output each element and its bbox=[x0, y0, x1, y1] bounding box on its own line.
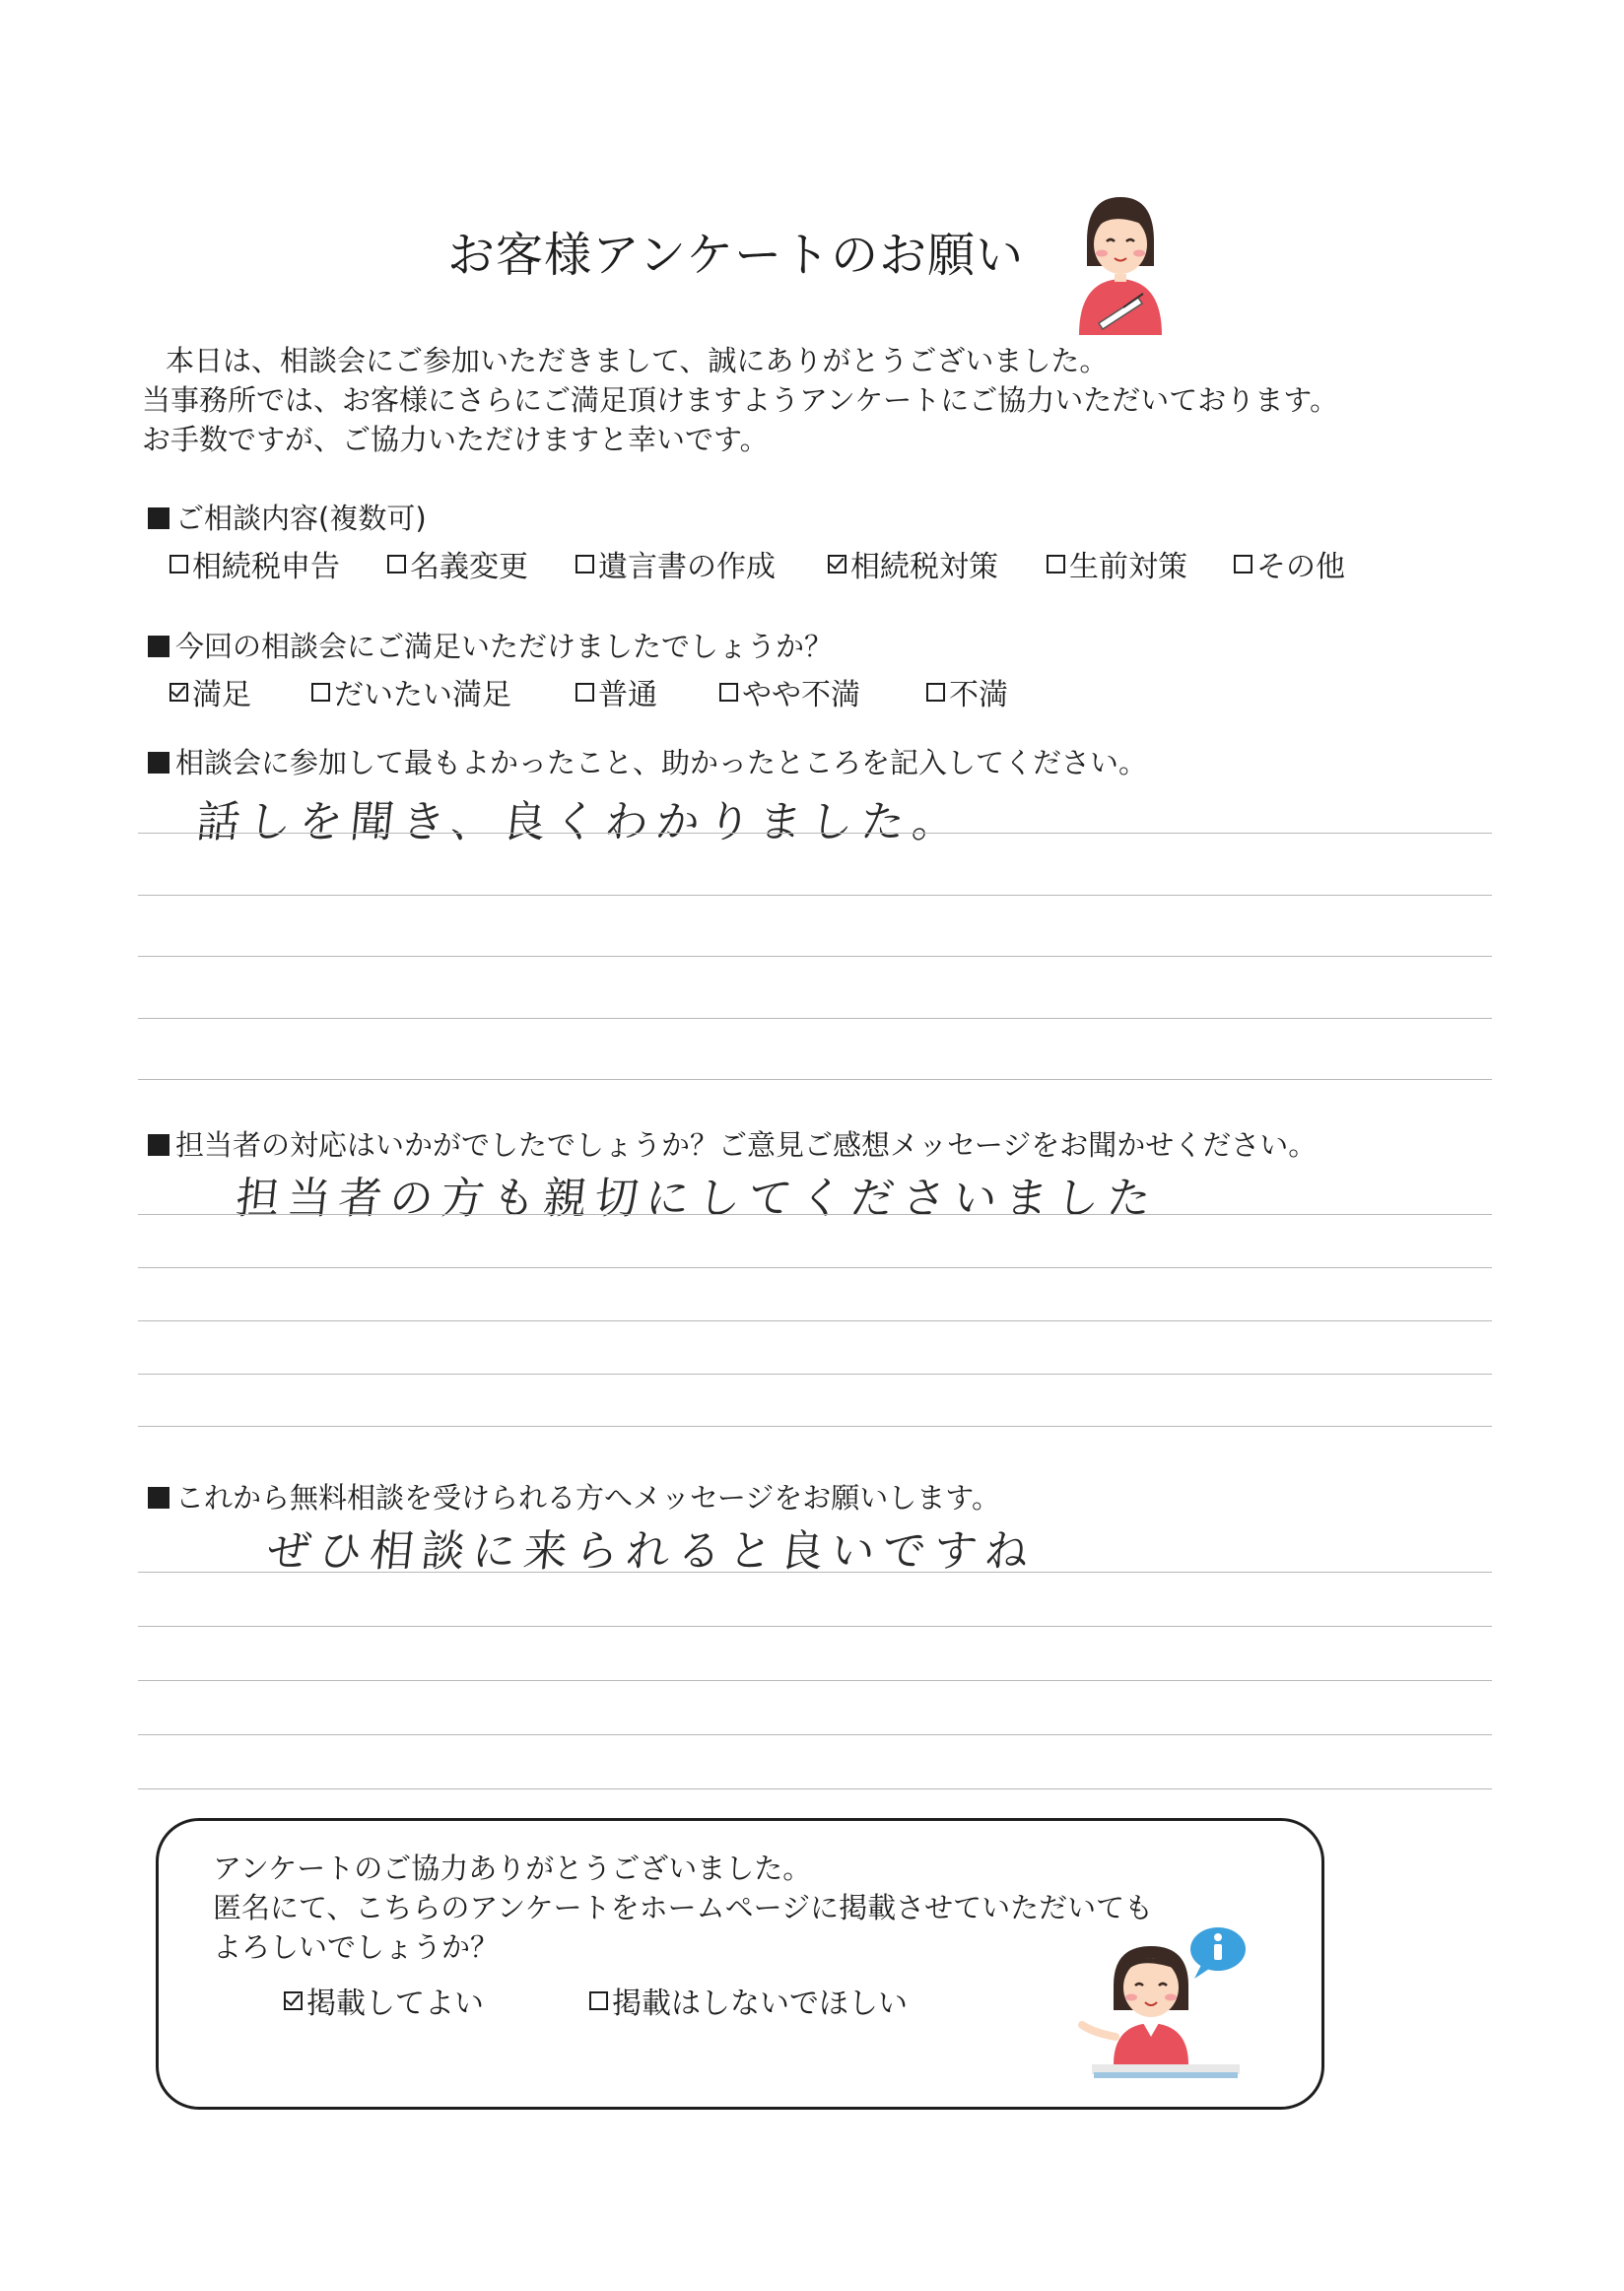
handwritten-answer-message: ぜひ相談に来られると良いですね bbox=[264, 1526, 1040, 1577]
option-other[interactable] bbox=[1234, 542, 1345, 585]
option-label: 普通 bbox=[598, 678, 657, 712]
answer-line bbox=[138, 1734, 1492, 1735]
checkbox[interactable] bbox=[169, 555, 188, 573]
square-bullet-icon bbox=[148, 507, 169, 529]
question-heading: 今回の相談会にご満足いただけましたでしょうか？ bbox=[175, 630, 834, 663]
answer-line bbox=[138, 833, 1492, 834]
answer-line bbox=[138, 1788, 1492, 1789]
answer-line bbox=[138, 1079, 1492, 1080]
answer-line bbox=[138, 895, 1492, 896]
checkbox[interactable] bbox=[589, 1991, 608, 2010]
page-title: お客様アンケートのお願い bbox=[447, 228, 1025, 283]
handwritten-answer-staff-response: 担当者の方も親切にしてくださいました bbox=[233, 1174, 1162, 1224]
answer-line bbox=[138, 1626, 1492, 1627]
option-mostly-satisfied[interactable] bbox=[311, 670, 511, 713]
answer-line bbox=[138, 956, 1492, 957]
option-label: やや不満 bbox=[742, 678, 860, 712]
checkbox-checked[interactable] bbox=[169, 683, 188, 702]
option-dissatisfied[interactable] bbox=[926, 670, 1008, 713]
option-satisfied[interactable] bbox=[169, 670, 251, 713]
square-bullet-icon bbox=[148, 752, 169, 774]
checkbox[interactable] bbox=[575, 683, 594, 702]
answer-line bbox=[138, 1572, 1492, 1573]
checkbox[interactable] bbox=[311, 683, 330, 702]
question-staff-response bbox=[148, 1123, 1317, 1164]
checkbox[interactable] bbox=[926, 683, 945, 702]
checkbox[interactable] bbox=[1047, 555, 1065, 573]
checkbox[interactable] bbox=[575, 555, 594, 573]
option-label: 満足 bbox=[192, 678, 251, 712]
square-bullet-icon bbox=[148, 636, 169, 657]
intro-text bbox=[142, 341, 1338, 459]
option-neutral[interactable] bbox=[575, 670, 657, 713]
question-satisfaction bbox=[148, 625, 833, 665]
option-label: 生前対策 bbox=[1069, 550, 1187, 584]
option-will-creation[interactable] bbox=[575, 542, 776, 585]
publish-line: 匿名にて、こちらのアンケートをホームページに掲載させていただいても bbox=[213, 1891, 1154, 1924]
question-message-to-future-clients bbox=[148, 1476, 1000, 1516]
option-somewhat-dissatisfied[interactable] bbox=[719, 670, 860, 713]
answer-line bbox=[138, 1267, 1492, 1268]
intro-line: お手数ですが、ご協力いただけますと幸いです。 bbox=[142, 423, 769, 456]
question-heading: ご相談内容(複数可) bbox=[175, 502, 427, 535]
option-inheritance-tax-measures[interactable] bbox=[828, 542, 998, 585]
question-consultation-content bbox=[148, 497, 427, 537]
publish-consent-text bbox=[213, 1849, 1153, 1967]
option-do-not-publish[interactable] bbox=[589, 1979, 908, 2022]
option-allow-publish[interactable] bbox=[284, 1979, 484, 2022]
answer-line bbox=[138, 1680, 1492, 1681]
intro-line: 当事務所では、お客様にさらにご満足頂けますようアンケートにご協力いただいております。 bbox=[142, 383, 1338, 417]
question-heading: 担当者の対応はいかがでしたでしょうか？ご意見ご感想メッセージをお聞かせください。 bbox=[175, 1128, 1318, 1162]
answer-line bbox=[138, 1214, 1492, 1215]
answer-line bbox=[138, 1374, 1492, 1375]
checkbox[interactable] bbox=[387, 555, 406, 573]
square-bullet-icon bbox=[148, 1487, 169, 1509]
option-label: 名義変更 bbox=[410, 550, 528, 584]
option-label: 掲載はしないでほしい bbox=[612, 1987, 908, 2021]
option-label: 相続税対策 bbox=[850, 550, 998, 584]
option-label: 相続税申告 bbox=[192, 550, 340, 584]
question-heading: これから無料相談を受けられる方へメッセージをお願いします。 bbox=[175, 1481, 1000, 1515]
square-bullet-icon bbox=[148, 1134, 169, 1156]
checkbox-checked[interactable] bbox=[284, 1991, 303, 2010]
question-best-part bbox=[148, 741, 1147, 781]
publish-line: アンケートのご協力ありがとうございました。 bbox=[213, 1852, 812, 1885]
option-name-change[interactable] bbox=[387, 542, 528, 585]
answer-line bbox=[138, 1018, 1492, 1019]
answer-line bbox=[138, 1426, 1492, 1427]
handwritten-answer-best-part: 話しを聞き、良くわかりました。 bbox=[193, 797, 967, 847]
option-label: 遺言書の作成 bbox=[598, 550, 776, 584]
answer-line bbox=[138, 1320, 1492, 1321]
woman-writing-illustration bbox=[1069, 187, 1173, 335]
option-label: その他 bbox=[1256, 550, 1345, 584]
intro-line: 本日は、相談会にご参加いただきまして、誠にありがとうございました。 bbox=[166, 344, 1109, 377]
info-icon bbox=[1183, 1923, 1252, 1983]
checkbox-checked[interactable] bbox=[828, 555, 846, 573]
checkbox[interactable] bbox=[719, 683, 738, 702]
publish-line: よろしいでしょうか？ bbox=[213, 1930, 500, 1964]
option-pre-death-measures[interactable] bbox=[1047, 542, 1187, 585]
option-label: だいたい満足 bbox=[334, 678, 511, 712]
option-label: 不満 bbox=[949, 678, 1008, 712]
option-inheritance-tax-return[interactable] bbox=[169, 542, 340, 585]
checkbox[interactable] bbox=[1234, 555, 1252, 573]
question-heading: 相談会に参加して最もよかったこと、助かったところを記入してください。 bbox=[175, 746, 1148, 779]
option-label: 掲載してよい bbox=[306, 1987, 484, 2021]
